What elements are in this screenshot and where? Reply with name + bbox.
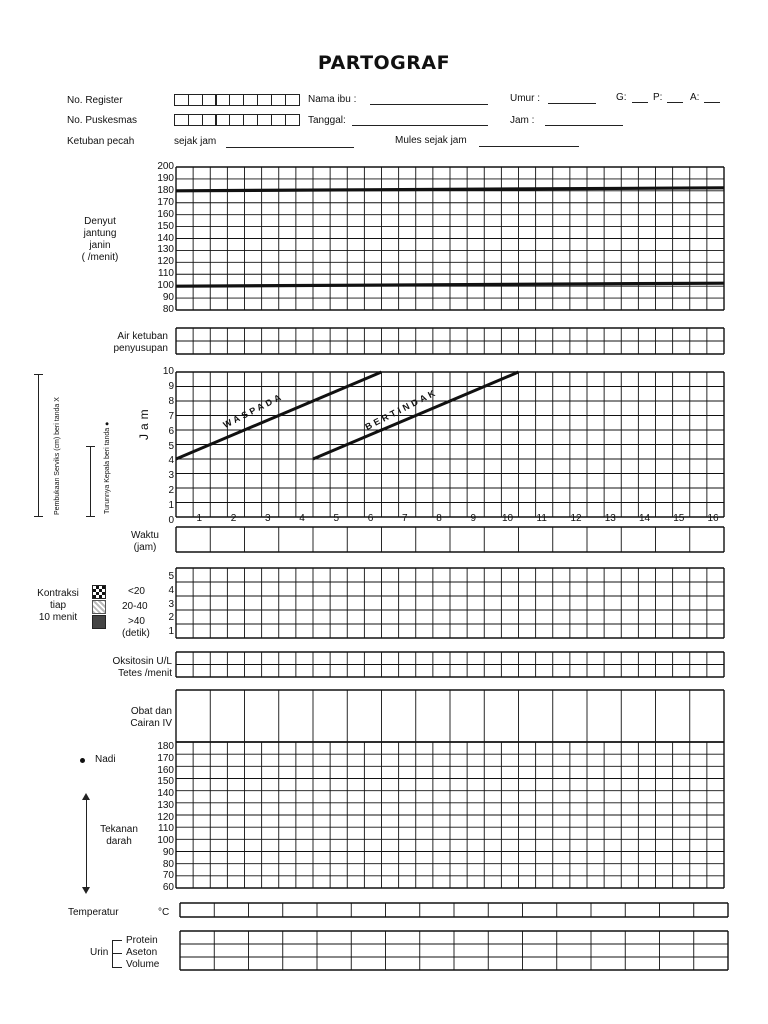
bertindak-label: BERTINDAK [363, 386, 440, 432]
urin-label: Urin [90, 947, 109, 958]
contraction-tick-4: 4 [168, 584, 174, 596]
celsius-label: °C [158, 907, 170, 918]
ketuban-pecah-label: Ketuban pecah [67, 136, 135, 147]
hour-tick-5: 5 [333, 513, 340, 524]
no-register-label: No. Register [67, 95, 123, 106]
cervix-tick-7: 7 [168, 410, 174, 422]
jam-vertical-label: Jam [137, 405, 151, 440]
fhr-tick-180: 180 [157, 184, 174, 196]
fhr-tick-90: 90 [162, 292, 174, 304]
a-label: A: [690, 92, 700, 103]
cervix-tick-4: 4 [168, 455, 174, 467]
page-title: PARTOGRAF [317, 52, 451, 74]
contraction-grid [176, 568, 724, 638]
air-ketuban-grid [176, 328, 724, 354]
temperatur-label: Temperatur [68, 907, 119, 918]
cervix-tick-10: 10 [162, 366, 174, 377]
fhr-tick-130: 130 [157, 244, 174, 256]
urin-grid [180, 931, 728, 970]
cervix-tick-0: 0 [168, 515, 174, 526]
vitals-tick-140: 140 [157, 788, 174, 799]
contraction-tick-3: 3 [168, 598, 174, 610]
hour-tick-11: 11 [536, 513, 547, 524]
fhr-tick-190: 190 [157, 172, 174, 184]
cervix-tick-8: 8 [168, 395, 174, 407]
hour-tick-1: 1 [196, 513, 203, 524]
vitals-tick-100: 100 [157, 835, 174, 846]
fhr-tick-100: 100 [157, 280, 174, 292]
g-label: G: [616, 92, 627, 103]
hour-tick-6: 6 [367, 513, 374, 524]
fhr-tick-200: 200 [157, 161, 174, 172]
vitals-tick-110: 110 [158, 823, 174, 835]
vitals-tick-120: 120 [157, 811, 174, 823]
fhr-tick-110: 110 [158, 268, 174, 280]
waspada-label: WASPADA [221, 390, 286, 430]
pembukaan-serviks-label: Pembukaan Serviks (cm) beri tanda X [54, 397, 61, 515]
no-puskesmas-label: No. Puskesmas [67, 115, 138, 126]
hour-tick-2: 2 [230, 513, 237, 524]
vitals-tick-60: 60 [162, 882, 174, 893]
fhr-tick-80: 80 [162, 304, 174, 315]
oksitosin-grid [176, 652, 724, 677]
contraction-tick-5: 5 [168, 571, 174, 582]
fhr-tick-120: 120 [157, 256, 174, 268]
kontraksi-label: Kontraksi tiap 10 menit [37, 588, 79, 623]
cervix-tick-6: 6 [168, 425, 174, 437]
hour-tick-14: 14 [638, 513, 651, 524]
cervix-tick-9: 9 [168, 380, 174, 392]
hour-tick-12: 12 [570, 513, 582, 524]
hour-tick-7: 7 [401, 513, 408, 524]
cervix-tick-3: 3 [168, 470, 174, 482]
legend-20-40: 20-40 [122, 601, 148, 612]
legend-lt20: <20 [128, 586, 145, 597]
waktu-label: Waktu (jam) [131, 530, 159, 553]
vitals-tick-170: 170 [157, 752, 174, 764]
temperature-grid [180, 903, 728, 917]
jam-label: Jam : [510, 115, 535, 126]
vitals-tick-90: 90 [162, 846, 174, 858]
contraction-tick-2: 2 [168, 612, 174, 624]
obat-label: Obat dan Cairan IV [130, 706, 172, 729]
vitals-grid [176, 742, 724, 888]
hour-tick-13: 13 [604, 513, 616, 524]
obat-grid [176, 690, 724, 742]
air-ketuban-label: Air ketuban penyusupan [113, 331, 168, 354]
vitals-tick-130: 130 [157, 799, 174, 811]
protein-label: Protein [126, 935, 158, 946]
hour-tick-16: 16 [707, 513, 719, 524]
legend-gt40: >40 [128, 616, 145, 627]
sejak-jam-label: sejak jam [174, 136, 217, 147]
vitals-tick-160: 160 [157, 764, 174, 776]
hour-tick-15: 15 [673, 513, 685, 524]
hour-tick-10: 10 [501, 513, 514, 524]
turunnya-kepala-label: Turunnya Kepala beri tanda ● [104, 421, 111, 514]
vitals-tick-180: 180 [157, 741, 174, 752]
vitals-tick-70: 70 [162, 870, 174, 882]
nama-ibu-label: Nama ibu : [308, 94, 357, 105]
oksitosin-label: Oksitosin U/L Tetes /menit [112, 656, 172, 679]
cervix-tick-5: 5 [168, 440, 174, 452]
vitals-tick-150: 150 [157, 776, 174, 788]
hour-tick-9: 9 [470, 513, 477, 524]
umur-label: Umur : [510, 93, 540, 104]
cervix-tick-1: 1 [168, 500, 174, 512]
detik-label: (detik) [122, 628, 150, 639]
aseton-label: Aseton [126, 947, 158, 958]
fhr-tick-140: 140 [157, 232, 174, 244]
fhr-tick-170: 170 [157, 196, 174, 208]
nadi-label: Nadi [95, 754, 116, 765]
contraction-tick-1: 1 [168, 626, 174, 637]
hour-tick-3: 3 [264, 513, 271, 524]
mules-label: Mules sejak jam [395, 135, 467, 146]
cervix-tick-2: 2 [168, 485, 174, 497]
denyut-label: Denyut jantung janin ( /menit) [81, 216, 119, 263]
volume-label: Volume [126, 959, 160, 970]
fhr-tick-160: 160 [157, 208, 174, 220]
waktu-grid [176, 527, 724, 552]
hour-tick-8: 8 [436, 513, 442, 524]
p-label: P: [653, 92, 663, 103]
cervix-grid [176, 372, 724, 517]
tanggal-label: Tanggal: [308, 115, 346, 126]
hour-tick-4: 4 [299, 513, 305, 524]
vitals-tick-80: 80 [162, 858, 174, 870]
tekanan-label: Tekanan darah [100, 824, 138, 847]
fhr-tick-150: 150 [157, 220, 174, 232]
